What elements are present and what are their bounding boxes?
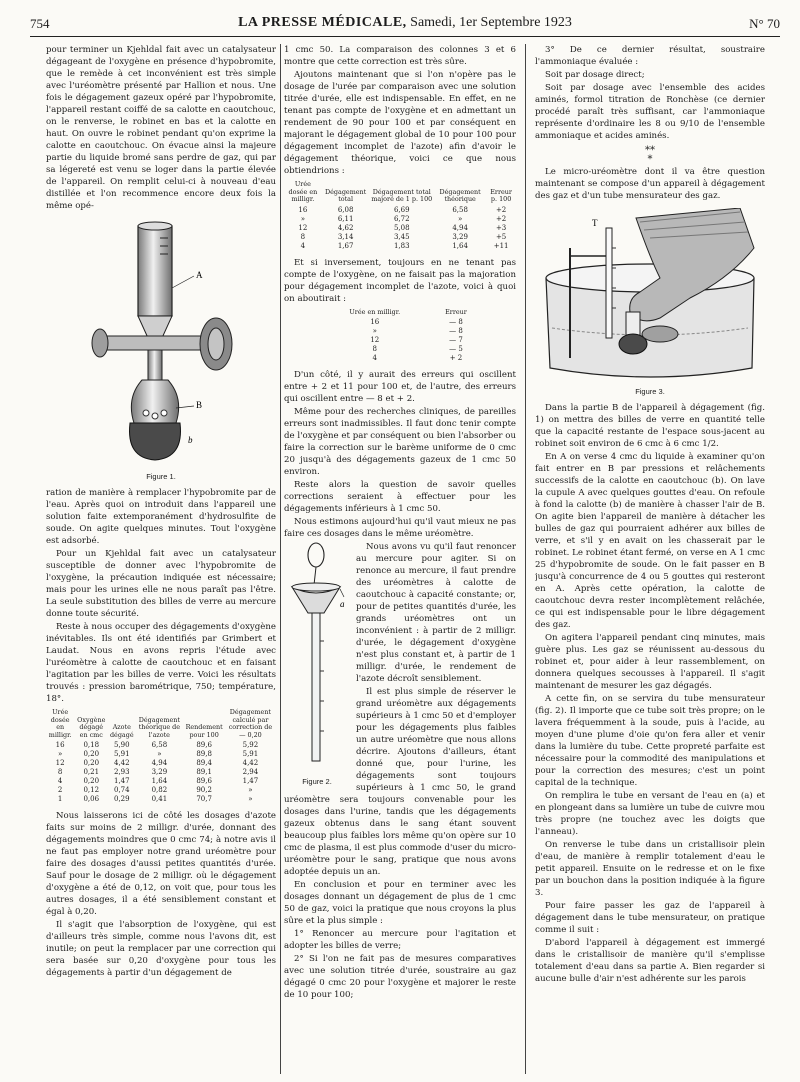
table-cell: »: [157, 750, 162, 758]
column-1: [46, 44, 276, 1074]
paragraph: Le micro-uréomètre dont il va être question maintenant se compose d'un appareil à dégagement des gaz et d'un tube mensurateur des gaz.: [535, 167, 765, 201]
table-cell: 5,90: [113, 741, 130, 749]
table-cell: »: [457, 214, 463, 223]
table-row: [319, 336, 481, 345]
paragraph: D'abord l'appareil à dégagement est immergé dans le cristallisoir de manière qu'il s'emplisse totalement d'eau dans sa partie A. Bien regarder si aucune bulle d'air n'est adhérente sur les parois: [535, 938, 765, 984]
table-row: [46, 768, 276, 777]
page-number: 754: [30, 16, 50, 31]
table-row: [284, 233, 516, 242]
paragraph: 3° De ce dernier résultat, soustraire l'ammoniaque évaluée :: [535, 45, 765, 67]
table-row: [319, 318, 481, 327]
paragraph: Dans la partie B de l'appareil à dégagement (fig. 1) on mettra des billes de verre en quantité telle que la capacité restante de l'espace sous-jacent au robinet soit environ de 6 cmc à 6 cmc 1/2.: [535, 403, 765, 449]
table-cell: »: [248, 795, 253, 803]
table-row: [284, 206, 516, 215]
table-cell: 6,11: [337, 214, 354, 223]
paragraph: 1 cmc 50. La comparaison des colonnes 3 et 6 montre que cette correction est très sûre.: [284, 45, 516, 67]
paragraph: Il s'agit que l'absorption de l'oxygène, qui est d'ailleurs très simple, comme nous l'avons dit, est inutile; on peut la remplacer par une correction qui sera basée sur 0,20 d'oxygène pour tous les dégagements à partir d'un dégagement de: [46, 920, 276, 978]
figure-3: [540, 208, 760, 383]
table-cell: 5,08: [393, 223, 410, 232]
column-header: Urée dosée en milligr.: [288, 180, 318, 203]
column-header: Dégagement théorique: [439, 187, 481, 203]
table-cell: 6,69: [393, 205, 410, 214]
table-cell: 3,29: [151, 768, 168, 776]
column-header: Urée en milligr.: [349, 307, 401, 316]
table-cell: 6,72: [393, 214, 410, 223]
table-header-row: [46, 709, 276, 741]
figure-3-label-t: T: [592, 218, 598, 228]
table-cell: +2: [495, 205, 507, 214]
table-cell: »: [300, 214, 306, 223]
paragraph: Nous laisserons ici de côté les dosages d'azote faits sur moins de 2 milligr. d'urée, donnant des dégagements moindres que 0 cmc 74; à notre avis il ne faut pas employer notre grand uréomètre pour faire des dosages d'aussi petites quantités d'urée. Sauf pour le dosage de 2 milligr. où le dégagement d'oxygène a été de 0,12, on voit que, pour tous les autres dosages, il a été sensiblement constant et égal à 0,20.: [46, 811, 276, 917]
column-header: Oxygène dégagé en cmc: [77, 715, 106, 739]
figure-2: [284, 541, 350, 792]
table-cell: 1,67: [337, 241, 354, 250]
journal-name: LA PRESSE MÉDICALE,: [238, 15, 407, 30]
paragraph: Même pour des recherches cliniques, de pareilles erreurs sont inadmissibles. Il faut donc tenir compte de l'oxygène et par conséquent ou bien l'absorber ou faire la correction sur le barème uniforme de 0 cmc 20 jusqu'à des dégagements gazeux de 1 cmc 50 environ.: [284, 407, 516, 477]
paragraph: Pour un Kjehldal fait avec un catalysateur susceptible de donner avec l'hypobromite de l'oxygène, la précaution indiquée est nécessaire; mais pour les urines elle ne nous paraît pas l'être. La seule substitution des billes de verre au mercure donne toute sécurité.: [46, 549, 276, 619]
results-table: [46, 709, 276, 804]
table-cell: +2: [495, 214, 507, 223]
table-cell: 0,74: [113, 786, 130, 794]
table-row: [46, 741, 276, 750]
figure-3-illustration: [540, 208, 760, 383]
table-cell: 0,82: [151, 786, 168, 794]
table-cell: +5: [495, 232, 507, 241]
table-cell: — 5: [449, 345, 463, 353]
table-cell: 4: [57, 777, 63, 785]
table-row: [46, 786, 276, 795]
table-cell: 5,92: [242, 741, 259, 749]
column-header: Erreur: [445, 307, 467, 316]
table-cell: 0,21: [83, 768, 100, 776]
table-cell: 90,2: [196, 786, 212, 794]
table-cell: +3: [495, 223, 507, 232]
table-cell: 3,14: [337, 232, 354, 241]
paragraph: pour terminer un Kjehldal fait avec un catalysateur dégageant de l'oxygène en présence d'hypobromite, que le remède à cet inconvénient est très simple avec l'uréomètre présenté par Hallion et nous. Une fois le dégagement gazeux opéré par l'hypobromite, l'appareil restant coiffé de sa calotte en caoutchouc, on le renverse, le robinet en bas et la calotte en haut. On ouvre le robinet pendant qu'on exprime la calotte en caoutchouc. On évacue ainsi la majeure partie du liquide bromé sans perdre de gaz, qui par sa légereté est venu se loger dans la partie élevée de l'appareil. On remplit celui-ci à nouveau d'eau distillée et l'on recommence encore deux fois la même opé-: [46, 45, 276, 211]
paragraph: Il est plus simple de réserver le grand uréomètre aux dégagements supérieurs à 1 cmc 50 et d'employer pour les dégagements plus faibles un autre uréomètre que nous allons décrire. Ajoutons d'ailleurs, étant donné que, pour l'urine, les dégagements sont toujours supérieurs à 1 cmc 50, le grand uréomètre sera toujours convenable pour les dosages dans l'urine, tandis que les dégagements gazeux obtenus dans le sang étant souvent beaucoup plus faibles lors même qu'on opère sur 10 cmc de plasma, il est plus commode d'user du micro-uréomètre pour le sang, pratique que nous avons adoptée depuis un an.: [284, 687, 516, 877]
table-cell: — 7: [449, 336, 463, 344]
table-cell: +11: [493, 241, 509, 250]
paragraph: 1° Renoncer au mercure pour l'agitation et adopter les billes de verre;: [284, 929, 516, 951]
figure-2-illustration: [284, 541, 350, 771]
table-cell: 1: [57, 795, 63, 803]
column-header: Dégagement total: [325, 187, 367, 203]
paragraph: Pour faire passer les gaz de l'appareil à dégagement dans le tube mensurateur, on pratique comme il suit :: [535, 901, 765, 935]
table-cell: 5,91: [242, 750, 259, 758]
paragraph: A cette fin, on se servira du tube mensurateur (fig. 2). Il importe que ce tube soit très propre; on le lavera fréquemment à la soude, puis à l'acide, au moyen d'une plume d'oie qu'on fera aller et venir dans la lumière du tube. Cette propreté parfaite est nécessaire pour la commodité des manipulations et pour la correction des mesures; c'est un point capital de la technique.: [535, 694, 765, 788]
table-cell: 4: [300, 241, 306, 250]
paragraph: On agitera l'appareil pendant cinq minutes, mais guère plus. Les gaz se réunissent au-dessous du robinet et, pour aider à leur rassemblement, on donnera quelques secousses à l'appareil. Il s'agit maintenant de mesurer les gaz dégagés.: [535, 633, 765, 691]
issue-date: Samedi, 1er Septembre 1923: [410, 15, 572, 30]
table-cell: 0,20: [83, 750, 100, 758]
table-cell: 0,29: [113, 795, 130, 803]
table-cell: 6,08: [337, 205, 354, 214]
table-row: [46, 759, 276, 768]
column-header: Erreur p. 100: [490, 187, 512, 203]
table-row: [46, 777, 276, 786]
paragraph: Soit par dosage avec l'ensemble des acides aminés, formol titration de Ronchèse (ce dernier procédé paraît très suffisant, car l'ammoniaque représente d'ordinaire les 8 ou 9/10 de l'ensemble ammoniaque et acides aminés.: [535, 83, 765, 141]
column-header: Dégagement calculé par correction de — 0,20: [228, 708, 273, 739]
error-table-body: [319, 318, 481, 363]
figure-1-label-b: B: [196, 400, 203, 410]
table-cell: 2,93: [113, 768, 130, 776]
table-cell: 0,20: [83, 777, 100, 785]
table-cell: 1,64: [452, 241, 468, 250]
table-cell: 12: [370, 336, 380, 344]
table-cell: 1,47: [242, 777, 259, 785]
table-cell: 5,91: [113, 750, 130, 758]
table-cell: 0,18: [83, 741, 100, 749]
paragraph: Et si inversement, toujours en ne tenant pas compte de l'oxygène, on ne faisait pas la majoration pour dégagement incomplet de l'azote, voici à quoi on aboutirait :: [284, 257, 516, 304]
table-cell: 4,94: [452, 223, 468, 232]
figure-2-label-a: a: [340, 599, 345, 609]
paragraph: 2° Si l'on ne fait pas de mesures comparatives avec une solution titrée d'urée, soustraire au gaz dégagé 0 cmc 20 pour l'oxygène et majorer le reste de 10 pour 100;: [284, 954, 516, 1000]
column-header: Urée dosée en milligr.: [48, 708, 72, 739]
table-cell: 2,94: [242, 768, 259, 776]
table-cell: 4,62: [337, 223, 354, 232]
table-cell: 1,83: [393, 241, 410, 250]
table-cell: 0,06: [83, 795, 100, 803]
table-cell: 8: [372, 345, 377, 353]
table-cell: — 8: [449, 318, 463, 326]
table-cell: 4,94: [151, 759, 168, 767]
table-cell: 8: [300, 232, 306, 241]
table-cell: 89,8: [196, 750, 212, 758]
table-cell: »: [248, 786, 253, 794]
paragraph: En conclusion et pour en terminer avec les dosages donnant un dégagement de plus de 1 cmc 50 de gaz, voici la pratique que nous croyons la plus sûre et la plus simple :: [284, 880, 516, 926]
table-cell: 12: [55, 759, 65, 767]
issue-number: N° 70: [749, 16, 780, 31]
table-cell: — 8: [449, 327, 463, 335]
table-row: [319, 345, 481, 354]
figure-2-caption: Figure 2.: [302, 777, 332, 786]
table-cell: 2: [57, 786, 63, 794]
table-cell: 12: [298, 223, 308, 232]
running-title: [30, 15, 780, 31]
table-cell: 4: [372, 354, 377, 362]
paragraph: D'un côté, il y aurait des erreurs qui oscillent entre + 2 et 11 pour 100 et, de l'autre, des erreurs qui oscillent entre — 8 et + 2.: [284, 370, 516, 404]
table-cell: 4,42: [242, 759, 259, 767]
column-header: Rendement pour 100: [185, 723, 223, 739]
results-table-body: [46, 741, 276, 804]
table-row: [46, 795, 276, 804]
table-cell: 89,1: [196, 768, 212, 776]
column-header: Azote dégagé: [109, 723, 134, 739]
figure-1: [76, 218, 246, 468]
table-row: [284, 242, 516, 251]
column-3: [535, 44, 765, 1074]
paragraph: Reste alors la question de savoir quelles corrections seraient à effectuer pour les dégagements inférieurs à 1 cmc 50.: [284, 480, 516, 514]
table-cell: 1,64: [151, 777, 168, 785]
table-header-row: [284, 181, 516, 206]
table-cell: 16: [298, 205, 308, 214]
column-header: Dégagement total majoré de 1 p. 100: [371, 187, 433, 203]
figure-1-caption: Figure 1.: [146, 472, 176, 481]
table-cell: »: [372, 327, 377, 335]
table-cell: 0,41: [151, 795, 168, 803]
table-cell: 70,7: [196, 795, 212, 803]
table-cell: 0,20: [83, 759, 100, 767]
error-table: [319, 309, 481, 364]
figure-3-caption: Figure 3.: [635, 387, 665, 396]
column-header: Dégagement théorique de l'azote: [138, 715, 181, 739]
section-separator-stars: ** *: [645, 145, 655, 165]
table-cell: 4,42: [113, 759, 130, 767]
paragraph: Soit par dosage direct;: [545, 70, 645, 80]
table-cell: 3,29: [452, 232, 468, 241]
figure-1-illustration: [76, 218, 246, 468]
column-rule-left: [280, 44, 281, 1074]
table-cell: 89,6: [196, 741, 212, 749]
table-cell: 1,47: [113, 777, 130, 785]
paragraph: On renverse le tube dans un cristallisoir plein d'eau, de manière à remplir totalement d'eau le petit appareil. Ensuite on le redresse et on le fixe par un bouchon dans la position indiquée à la figure 3.: [535, 840, 765, 898]
table-cell: 6,58: [151, 741, 168, 749]
table-row: [319, 354, 481, 363]
majoration-table: [284, 181, 516, 251]
table-cell: 0,12: [83, 786, 100, 794]
figure-1-label-calotte: b: [188, 435, 193, 445]
column-2: [284, 44, 516, 1074]
table-cell: + 2: [449, 354, 463, 362]
table-row: [319, 327, 481, 336]
paragraph: En A on verse 4 cmc du liquide à examiner qu'on fait entrer en B par pressions et relâchements successifs de la calotte en caoutchouc (b). On lave la cupule A avec quelques gouttes d'eau. On refoule à fond la calotte (b) de manière à chasser l'air de B. On agite bien l'appareil de manière à détacher les bulles de gaz qui pourraient adhérer aux billes de verre, et s'il y en avait on les chasserait par le robinet. Le robinet étant fermé, on verse en A 1 cmc 25 d'hypobromite de soude. On le fait passer en B jusqu'à concurrence de 4 ou 5 gouttes qui resteront en A. Après cette opération, la calotte de caoutchouc devra rester incomplètement relâchée, ce qui est indispensable pour le libre dégagement des gaz.: [535, 452, 765, 630]
table-cell: 89,4: [196, 759, 212, 767]
paragraph: Ajoutons maintenant que si l'on n'opère pas le dosage de l'urée par comparaison avec une solution titrée d'urée, elle est indispensable. En effet, en ne tenant pas compte de l'oxygène et en admettant un rendement de 90 pour 100 et par conséquent en majorant le dégagement global de 10 pour 100 pour dégagement incomplet de l'azote) afin d'avoir le dégagement théorique, voici ce que nous obtiendrions :: [284, 70, 516, 176]
paragraph: Nous avons vu qu'il faut renoncer au mercure pour agiter. Si on renonce au mercure, il faut prendre des uréomètres à calotte de caoutchouc à capacité constante; or, pour de petites quantités d'urée, les grands uréomètres ont un inconvénient : à partir de 2 milligr. d'urée, le dégagement d'oxygène n'est plus constant et, à partir de 1 milligr. d'urée, le rendement de l'azote décroît sensiblement.: [356, 542, 516, 684]
table-cell: 89,6: [196, 777, 212, 785]
table-row: [284, 215, 516, 224]
table-row: [46, 750, 276, 759]
table-header-row: [319, 309, 481, 319]
paragraph: On remplira le tube en versant de l'eau en (a) et en plongeant dans sa lumière un tube de cuivre mou très propre (ne touchez avec les doigts que l'anneau).: [535, 791, 765, 837]
paragraph: Nous estimons aujourd'hui qu'il vaut mieux ne pas faire ces dosages dans le même uréomètre.: [284, 517, 516, 539]
majoration-table-body: [284, 206, 516, 251]
table-cell: 3,45: [393, 232, 410, 241]
paragraph: Reste à nous occuper des dégagements d'oxygène inévitables. Ils ont été identifiés par Grimbert et Laudat. Nous en avons repris l'étude avec l'uréomètre à calotte de caoutchouc et en faisant l'agitation par les billes de verre. Voici les résultats trouvés : pression barométrique, 750; température, 18°.: [46, 622, 276, 704]
table-cell: 8: [57, 768, 63, 776]
page-header: [30, 14, 780, 37]
table-row: [284, 224, 516, 233]
column-rule-right: [525, 44, 526, 1074]
paragraph: ration de manière à remplacer l'hypobromite par de l'eau. Après quoi on introduit dans l'appareil une solution faite extemporanément d'hydrosulfite de soude. On agite quelques minutes. Tout l'oxygène est adsorbé.: [46, 488, 276, 546]
figure-1-label-a: A: [196, 270, 203, 280]
table-cell: 6,58: [452, 205, 468, 214]
table-cell: 16: [370, 318, 380, 326]
table-cell: »: [57, 750, 63, 758]
table-cell: 16: [55, 741, 65, 749]
